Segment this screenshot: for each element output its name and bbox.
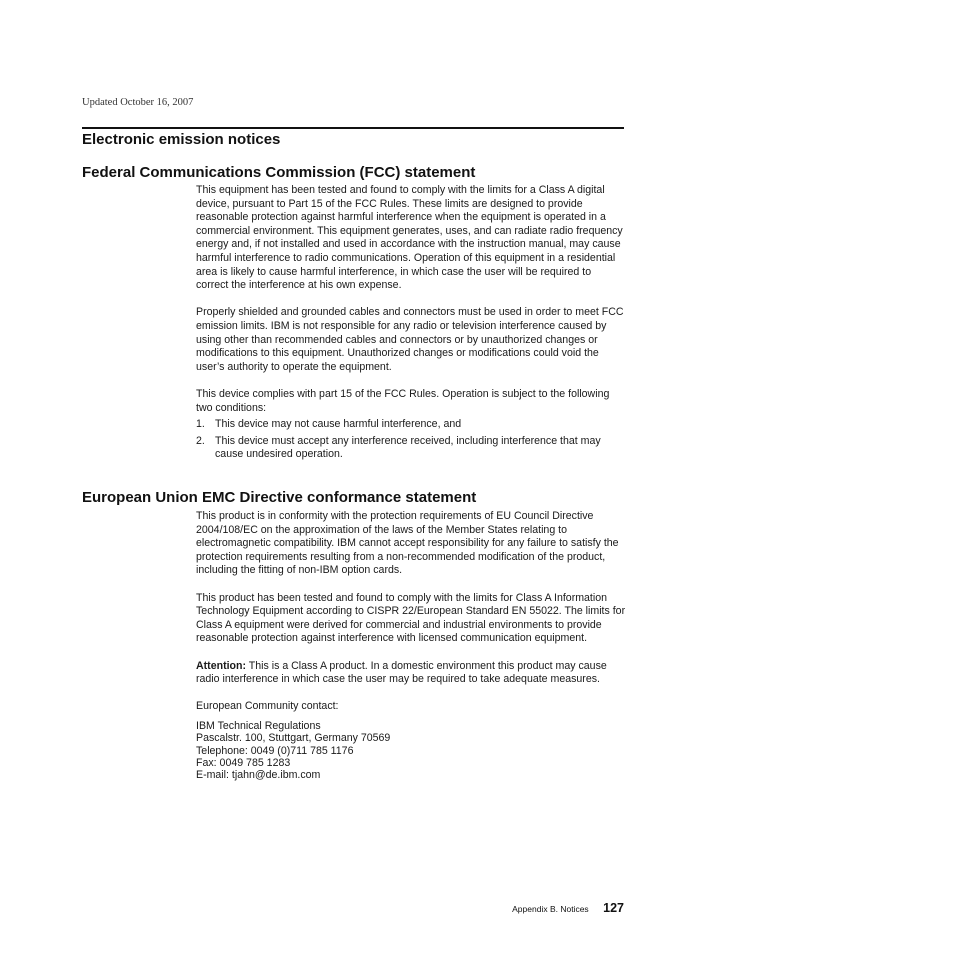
eu-paragraph-2: This product has been tested and found to comply with the limits for Class A Information Technology Equipment according to CISPR 22/European Standard EN 55022. The limits for Class A equipment were derived for commercial and industrial environments to provide reasonable protection against interference with licensed communication equipment. <box>196 591 626 645</box>
address-line: E-mail: tjahn@de.ibm.com <box>196 769 321 782</box>
section-divider <box>82 127 624 129</box>
address-line: Pascalstr. 100, Stuttgart, Germany 70569 <box>196 732 391 745</box>
fcc-paragraph-1: This equipment has been tested and found to comply with the limits for a Class A digital device, pursuant to Part 15 of the FCC Rules. These limits are designed to provide reasonable protection against harmful interference when the equipment is operated in a commercial environment. This equipment generates, uses, and can radiate radio frequency energy and, if not installed and used in accordance with the instruction manual, may cause harmful interference to radio communications. Operation of this equipment in a residential area is likely to cause harmful interference, in which case the user will be required to correct the interference at his own expense. <box>196 184 623 292</box>
attention-label: Attention: <box>196 659 247 672</box>
updated-date: Updated October 16, 2007 <box>82 97 194 108</box>
fcc-paragraph-3: This device complies with part 15 of the FCC Rules. Operation is subject to the following two conditions: <box>196 387 610 414</box>
eu-body <box>196 510 626 781</box>
eu-paragraph-1: This product is in conformity with the protection requirements of EU Council Directive 2004/108/EC on the approximation of the laws of the Member States relating to electromagnetic compatibility. IBM cannot accept responsibility for any failure to satisfy the protection requirements resulting from a non-recommended modification of the product, including the fitting of non-IBM option cards. <box>196 510 619 577</box>
list-item <box>196 418 626 432</box>
heading-fcc-statement: Federal Communications Commission (FCC) statement <box>82 164 476 181</box>
list-item <box>196 435 626 462</box>
contact-address <box>196 720 626 781</box>
list-item-number: 2. <box>196 434 205 447</box>
eu-attention-paragraph <box>196 660 626 687</box>
section-title-electronic-emission: Electronic emission notices <box>82 131 281 148</box>
list-item-text: This device may not cause harmful interference, and <box>215 418 462 431</box>
fcc-paragraph-2: Properly shielded and grounded cables and connectors must be used in order to meet FCC emission limits. IBM is not responsible for any radio or television interference caused by using other than recommended cables and connectors or by unauthorized changes or modifications to this equipment. Unauthorized changes or modifications could void the user’s authority to operate the equipment. <box>196 306 624 373</box>
address-line: IBM Technical Regulations <box>196 719 321 732</box>
eu-contact-label: European Community contact: <box>196 700 339 713</box>
address-line: Fax: 0049 785 1283 <box>196 756 291 769</box>
footer-section-title: Appendix B. Notices <box>512 904 589 914</box>
attention-text: This is a Class A product. In a domestic environment this product may cause radio interference in which case the user may be required to take adequate measures. <box>196 659 607 686</box>
fcc-body <box>196 184 626 465</box>
list-item-text: This device must accept any interference received, including interference that may cause undesired operation. <box>215 434 601 461</box>
page-number: 127 <box>603 901 624 915</box>
list-item-number: 1. <box>196 418 205 431</box>
address-line: Telephone: 0049 (0)711 785 1176 <box>196 744 354 757</box>
fcc-conditions-list <box>196 418 626 462</box>
page-footer <box>512 899 624 917</box>
heading-eu-emc-statement: European Union EMC Directive conformance statement <box>82 489 477 506</box>
